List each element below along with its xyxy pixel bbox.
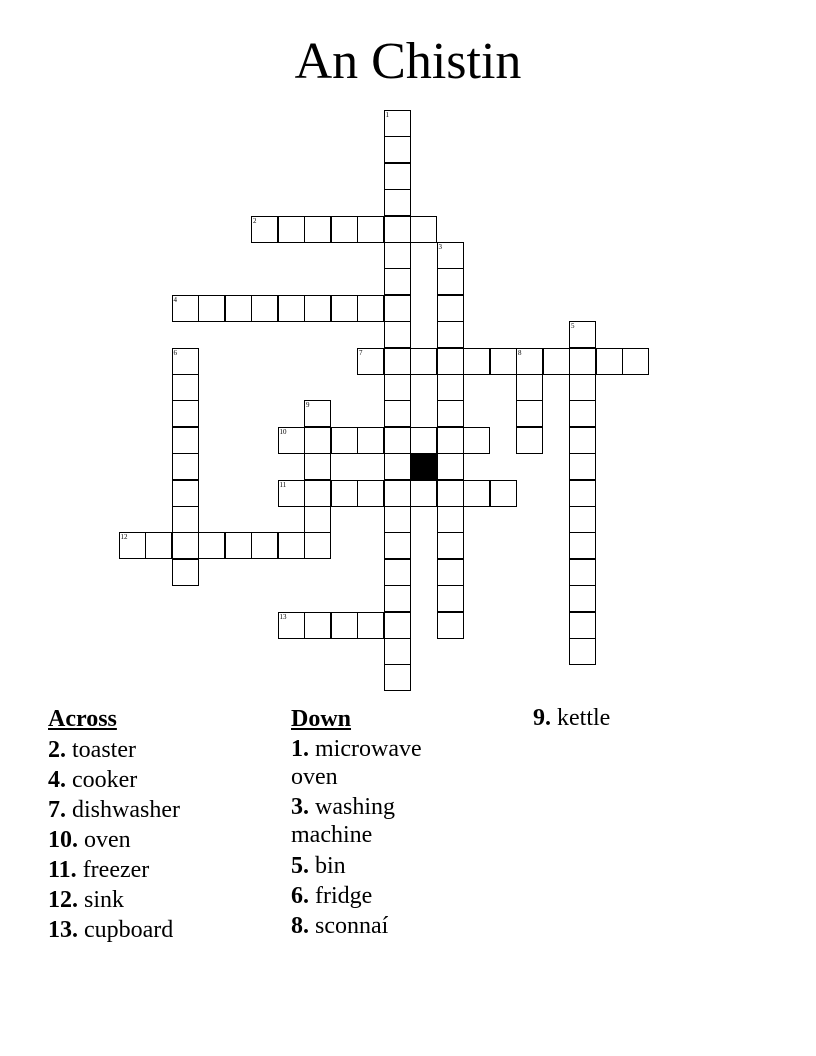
grid-cell[interactable] bbox=[384, 189, 411, 216]
grid-number: 11 bbox=[279, 480, 287, 489]
grid-cell[interactable] bbox=[384, 321, 411, 348]
grid-cell[interactable] bbox=[569, 506, 596, 533]
grid-cell[interactable] bbox=[437, 506, 464, 533]
puzzle-title: An Chistin bbox=[294, 33, 522, 90]
grid-block-cell bbox=[410, 453, 437, 480]
clue-across-10: 10. oven bbox=[48, 827, 131, 853]
grid-number: 4 bbox=[173, 295, 177, 304]
grid-cell[interactable] bbox=[569, 453, 596, 480]
grid-cell[interactable] bbox=[278, 427, 305, 454]
grid-cell[interactable] bbox=[198, 295, 225, 322]
grid-cell[interactable] bbox=[278, 532, 305, 559]
grid-cell[interactable] bbox=[304, 427, 331, 454]
grid-cell[interactable] bbox=[357, 612, 384, 639]
grid-cell[interactable] bbox=[437, 295, 464, 322]
grid-number: 7 bbox=[359, 348, 363, 357]
grid-cell[interactable] bbox=[304, 400, 331, 427]
grid-cell[interactable] bbox=[569, 427, 596, 454]
grid-cell[interactable] bbox=[490, 480, 517, 507]
grid-cell[interactable] bbox=[172, 295, 199, 322]
grid-cell[interactable] bbox=[437, 480, 464, 507]
grid-cell[interactable] bbox=[569, 532, 596, 559]
clue-down-9: 9. kettle bbox=[533, 705, 611, 731]
grid-cell[interactable] bbox=[278, 295, 305, 322]
grid-cell[interactable] bbox=[437, 400, 464, 427]
grid-cell[interactable] bbox=[384, 400, 411, 427]
grid-cell[interactable] bbox=[331, 427, 358, 454]
grid-cell[interactable] bbox=[569, 559, 596, 586]
grid-cell[interactable] bbox=[357, 348, 384, 375]
clue-down-8: 8. sconnaí bbox=[291, 913, 389, 939]
grid-cell[interactable] bbox=[384, 532, 411, 559]
down-heading: Down bbox=[291, 706, 352, 732]
clue-across-2: 2. toaster bbox=[48, 737, 136, 763]
grid-cell[interactable] bbox=[543, 348, 570, 375]
grid-cell[interactable] bbox=[410, 216, 437, 243]
grid-number: 9 bbox=[306, 401, 310, 410]
grid-cell[interactable] bbox=[437, 348, 464, 375]
grid-cell[interactable] bbox=[569, 480, 596, 507]
grid-cell[interactable] bbox=[596, 348, 623, 375]
grid-cell[interactable] bbox=[516, 427, 543, 454]
grid-number: 6 bbox=[173, 348, 177, 357]
grid-cell[interactable] bbox=[304, 532, 331, 559]
clue-down-5: 5. bin bbox=[291, 853, 346, 879]
grid-cell[interactable] bbox=[437, 453, 464, 480]
grid-cell[interactable] bbox=[251, 295, 278, 322]
across-clues bbox=[48, 703, 268, 945]
grid-cell[interactable] bbox=[172, 480, 199, 507]
grid-cell[interactable] bbox=[278, 480, 305, 507]
grid-cell[interactable] bbox=[384, 374, 411, 401]
down-clues bbox=[291, 703, 471, 941]
grid-cell[interactable] bbox=[384, 110, 411, 137]
grid-cell[interactable] bbox=[384, 453, 411, 480]
grid-cell[interactable] bbox=[172, 348, 199, 375]
grid-cell[interactable] bbox=[437, 532, 464, 559]
grid-cell[interactable] bbox=[569, 348, 596, 375]
grid-cell[interactable] bbox=[516, 374, 543, 401]
clue-across-4: 4. cooker bbox=[48, 767, 138, 793]
grid-cell[interactable] bbox=[437, 559, 464, 586]
grid-number: 3 bbox=[438, 243, 442, 251]
grid-cell[interactable] bbox=[304, 295, 331, 322]
grid-cell[interactable] bbox=[622, 348, 649, 375]
grid-cell[interactable] bbox=[569, 612, 596, 639]
grid-cell[interactable] bbox=[357, 216, 384, 243]
grid-cell[interactable] bbox=[172, 400, 199, 427]
grid-cell[interactable] bbox=[437, 585, 464, 612]
grid-cell[interactable] bbox=[384, 585, 411, 612]
grid-cell[interactable] bbox=[463, 348, 490, 375]
grid-number: 13 bbox=[279, 612, 287, 621]
grid-cell[interactable] bbox=[331, 612, 358, 639]
grid-cell[interactable] bbox=[331, 480, 358, 507]
grid-cell[interactable] bbox=[569, 638, 596, 665]
grid-cell[interactable] bbox=[304, 506, 331, 533]
grid-cell[interactable] bbox=[437, 268, 464, 295]
grid-cell[interactable] bbox=[463, 427, 490, 454]
grid-cell[interactable] bbox=[172, 532, 199, 559]
grid-cell[interactable] bbox=[569, 400, 596, 427]
grid-cell[interactable] bbox=[304, 612, 331, 639]
grid-cell[interactable] bbox=[490, 348, 517, 375]
grid-cell[interactable] bbox=[516, 400, 543, 427]
grid-cell[interactable] bbox=[304, 216, 331, 243]
clue-down-1: 1. microwave oven bbox=[291, 736, 422, 790]
grid-cell[interactable] bbox=[384, 427, 411, 454]
grid-cell[interactable] bbox=[384, 268, 411, 295]
grid-cell[interactable] bbox=[437, 374, 464, 401]
grid-cell[interactable] bbox=[410, 348, 437, 375]
grid-cell[interactable] bbox=[569, 321, 596, 348]
grid-cell[interactable] bbox=[569, 374, 596, 401]
grid-number: 8 bbox=[518, 348, 522, 357]
grid-cell[interactable] bbox=[357, 480, 384, 507]
grid-cell[interactable] bbox=[410, 480, 437, 507]
grid-cell[interactable] bbox=[384, 295, 411, 322]
grid-cell[interactable] bbox=[145, 532, 172, 559]
grid-cell[interactable] bbox=[357, 295, 384, 322]
grid-cell[interactable] bbox=[331, 295, 358, 322]
grid-cell[interactable] bbox=[331, 216, 358, 243]
grid-number: 1 bbox=[385, 111, 389, 119]
clue-across-13: 13. cupboard bbox=[48, 917, 174, 943]
grid-cell[interactable] bbox=[384, 242, 411, 269]
grid-cell[interactable] bbox=[384, 638, 411, 665]
down-clues-continued bbox=[533, 703, 753, 733]
grid-number: 12 bbox=[120, 533, 128, 542]
grid-cell[interactable] bbox=[251, 532, 278, 559]
grid-cell[interactable] bbox=[437, 427, 464, 454]
grid-cell[interactable] bbox=[278, 216, 305, 243]
grid-cell[interactable] bbox=[384, 216, 411, 243]
grid-cell[interactable] bbox=[437, 321, 464, 348]
grid-cell[interactable] bbox=[569, 585, 596, 612]
grid-cell[interactable] bbox=[119, 532, 146, 559]
clue-across-11: 11. freezer bbox=[48, 857, 150, 883]
grid-cell[interactable] bbox=[172, 506, 199, 533]
grid-cell[interactable] bbox=[278, 612, 305, 639]
across-heading: Across bbox=[48, 706, 117, 732]
grid-cell[interactable] bbox=[172, 559, 199, 586]
clue-across-7: 7. dishwasher bbox=[48, 797, 180, 823]
grid-cell[interactable] bbox=[251, 216, 278, 243]
grid-cell[interactable] bbox=[357, 427, 384, 454]
grid-number: 5 bbox=[571, 322, 575, 331]
grid-cell[interactable] bbox=[384, 664, 411, 691]
grid-cell[interactable] bbox=[172, 453, 199, 480]
grid-cell[interactable] bbox=[384, 480, 411, 507]
grid-cell[interactable] bbox=[384, 163, 411, 190]
grid-cell[interactable] bbox=[384, 559, 411, 586]
grid-cell[interactable] bbox=[304, 480, 331, 507]
grid-cell[interactable] bbox=[225, 532, 252, 559]
grid-cell[interactable] bbox=[384, 348, 411, 375]
grid-number: 2 bbox=[253, 216, 257, 225]
grid-cell[interactable] bbox=[437, 242, 464, 269]
grid-cell[interactable] bbox=[437, 612, 464, 639]
grid-cell[interactable] bbox=[463, 480, 490, 507]
grid-number: 10 bbox=[279, 427, 287, 436]
clue-across-12: 12. sink bbox=[48, 887, 125, 913]
grid-cell[interactable] bbox=[410, 427, 437, 454]
grid-cell[interactable] bbox=[198, 532, 225, 559]
grid-cell[interactable] bbox=[172, 427, 199, 454]
grid-cell[interactable] bbox=[516, 348, 543, 375]
grid-cell[interactable] bbox=[384, 612, 411, 639]
grid-cell[interactable] bbox=[172, 374, 199, 401]
grid-cell[interactable] bbox=[384, 506, 411, 533]
grid-cell[interactable] bbox=[304, 453, 331, 480]
clue-down-6: 6. fridge bbox=[291, 883, 373, 909]
clue-down-3: 3. washing machine bbox=[291, 794, 395, 848]
grid-cell[interactable] bbox=[384, 136, 411, 163]
grid-cell[interactable] bbox=[225, 295, 252, 322]
